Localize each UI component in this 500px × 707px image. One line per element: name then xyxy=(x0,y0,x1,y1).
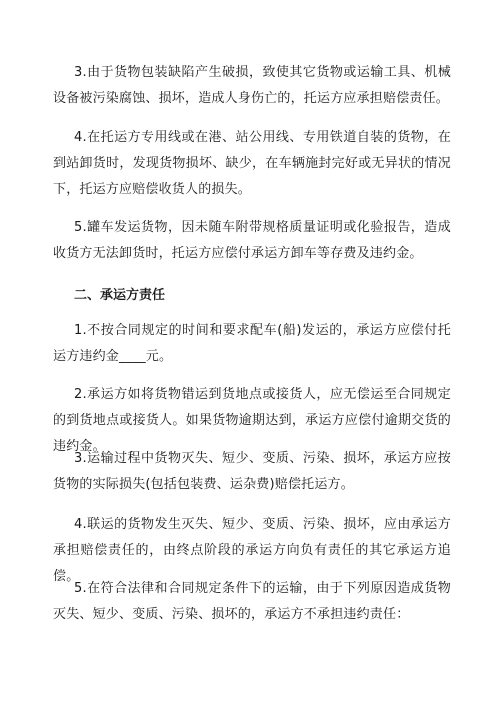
paragraph-carrier-1: 1.不按合同规定的时间和要求配车(船)发运的，承运方应偿付托运方违约金____元。 xyxy=(53,323,451,364)
section-heading-carrier-responsibility: 二、承运方责任 xyxy=(74,288,166,303)
paragraph-shipper-5: 5.罐车发运货物，因未随车附带规格质量证明或化验报告，造成收货方无法卸货时，托运方应偿付承运方卸车等存费及违约金。 xyxy=(53,220,451,261)
paragraph-shipper-4: 4.在托运方专用线或在港、站公用线、专用铁道自装的货物，在到站卸货时，发现货物损坏、缺少，在车辆施封完好或无异状的情况下，托运方应赔偿收货人的损失。 xyxy=(53,130,451,197)
paragraph-carrier-4: 4.联运的货物发生灭失、短少、变质、污染、损坏，应由承运方承担赔偿责任的，由终点阶段的承运方向负有责任的其它承运方追偿。 xyxy=(53,517,451,584)
paragraph-carrier-3: 3.运输过程中货物灭失、短少、变质、污染、损坏，承运方应按货物的实际损失(包括包装费、运杂费)赔偿托运方。 xyxy=(53,451,451,492)
paragraph-carrier-2: 2.承运方如将货物错运到货地点或接货人，应无偿运至合同规定的到货地点或接货人。如果货物逾期达到，承运方应偿付逾期交货的违约金。 xyxy=(53,387,451,454)
paragraph-shipper-3: 3.由于货物包装缺陷产生破损，致使其它货物或运输工具、机械设备被污染腐蚀、损坏，造成人身伤亡的，托运方应承担赔偿责任。 xyxy=(53,65,451,106)
paragraph-carrier-5: 5.在符合法律和合同规定条件下的运输，由于下列原因造成货物灭失、短少、变质、污染、损坏的，承运方不承担违约责任： xyxy=(53,581,451,622)
